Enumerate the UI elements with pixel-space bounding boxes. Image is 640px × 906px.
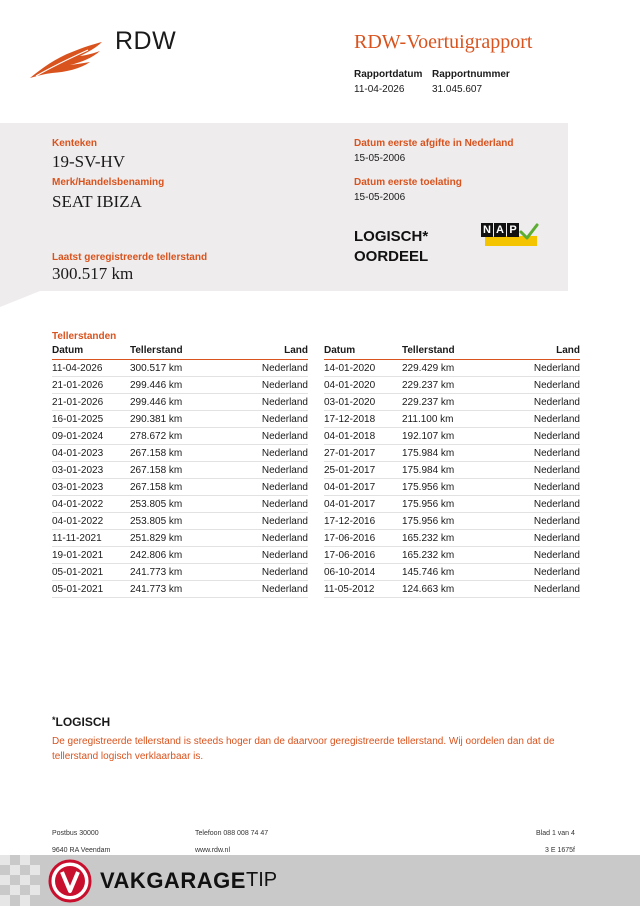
table-row	[324, 462, 580, 479]
table-row	[52, 513, 308, 530]
oordeel-line-2: OORDEEL	[354, 248, 429, 265]
cell-land: Nederland	[502, 496, 580, 513]
cell-land: Nederland	[502, 547, 580, 564]
checkmark-icon	[519, 223, 539, 241]
footer-telefoon: Telefoon 088 008 74 47	[195, 830, 269, 837]
cell-tellerstand: 299.446 km	[130, 394, 230, 411]
cell-land: Nederland	[502, 394, 580, 411]
cell-tellerstand: 229.429 km	[402, 360, 502, 377]
tellerstand-value: 300.517 km	[52, 264, 134, 283]
toelating-value: 15-05-2006	[354, 192, 406, 203]
cell-datum: 11-05-2012	[324, 581, 402, 598]
table-header-row	[52, 344, 308, 360]
table-row	[324, 530, 580, 547]
cell-datum: 03-01-2023	[52, 462, 130, 479]
rdw-logo-text: RDW	[115, 27, 177, 55]
cell-land: Nederland	[230, 428, 308, 445]
cell-tellerstand: 175.984 km	[402, 462, 502, 479]
table-row	[52, 394, 308, 411]
readings-table-right	[324, 344, 580, 598]
footer-address: 9640 RA Veendam	[52, 847, 111, 854]
cell-datum: 03-01-2023	[52, 479, 130, 496]
oordeel-result	[354, 227, 428, 267]
cell-land: Nederland	[230, 394, 308, 411]
nap-badge	[481, 223, 539, 247]
nap-letter-p: P	[507, 223, 519, 237]
cell-datum: 19-01-2021	[52, 547, 130, 564]
cell-tellerstand: 242.806 km	[130, 547, 230, 564]
cell-land: Nederland	[502, 360, 580, 377]
note-title: LOGISCH	[55, 715, 111, 729]
cell-land: Nederland	[230, 581, 308, 598]
cell-land: Nederland	[230, 445, 308, 462]
table-row	[52, 496, 308, 513]
col-tellerstand: Tellerstand	[402, 344, 502, 360]
cell-datum: 11-11-2021	[52, 530, 130, 547]
vakgarage-tip: TIP	[246, 869, 278, 891]
cell-datum: 21-01-2026	[52, 394, 130, 411]
table-row	[324, 479, 580, 496]
footer-page: Blad 1 van 4	[536, 830, 575, 837]
table-row	[52, 428, 308, 445]
cell-tellerstand: 267.158 km	[130, 462, 230, 479]
table-row	[52, 547, 308, 564]
oordeel-line-1: LOGISCH*	[354, 228, 429, 245]
cell-datum: 04-01-2017	[324, 496, 402, 513]
checker-pattern	[0, 855, 40, 906]
tellerstand-label: Laatst geregistreerde tellerstand	[52, 252, 208, 263]
col-datum: Datum	[52, 344, 130, 360]
cell-tellerstand: 192.107 km	[402, 428, 502, 445]
cell-land: Nederland	[230, 530, 308, 547]
cell-tellerstand: 278.672 km	[130, 428, 230, 445]
table-row	[52, 411, 308, 428]
toelating-label: Datum eerste toelating	[354, 177, 462, 188]
table-row	[324, 513, 580, 530]
cell-land: Nederland	[230, 462, 308, 479]
footer-website: www.rdw.nl	[195, 847, 231, 854]
cell-datum: 16-01-2025	[52, 411, 130, 428]
cell-datum: 04-01-2022	[52, 496, 130, 513]
cell-land: Nederland	[502, 564, 580, 581]
vakgarage-logo-icon	[48, 859, 92, 903]
cell-tellerstand: 299.446 km	[130, 377, 230, 394]
cell-land: Nederland	[502, 445, 580, 462]
col-tellerstand: Tellerstand	[130, 344, 230, 360]
note-star: *	[52, 715, 56, 725]
cell-datum: 05-01-2021	[52, 581, 130, 598]
cell-land: Nederland	[502, 428, 580, 445]
afgifte-value: 15-05-2006	[354, 153, 406, 164]
cell-land: Nederland	[230, 360, 308, 377]
table-row	[324, 411, 580, 428]
col-land: Land	[502, 344, 580, 360]
table-row	[324, 428, 580, 445]
cell-land: Nederland	[502, 462, 580, 479]
cell-tellerstand: 211.100 km	[402, 411, 502, 428]
kenteken-value: 19-SV-HV	[52, 152, 126, 171]
report-title: RDW-Voertuigrapport	[354, 31, 533, 53]
table-row	[52, 462, 308, 479]
cell-tellerstand: 290.381 km	[130, 411, 230, 428]
table-row	[52, 530, 308, 547]
cell-datum: 17-12-2018	[324, 411, 402, 428]
table-row	[52, 479, 308, 496]
cell-land: Nederland	[502, 411, 580, 428]
note-heading	[52, 715, 110, 729]
table-row	[52, 581, 308, 598]
cell-tellerstand: 241.773 km	[130, 581, 230, 598]
cell-tellerstand: 229.237 km	[402, 377, 502, 394]
cell-datum: 03-01-2020	[324, 394, 402, 411]
cell-tellerstand: 267.158 km	[130, 445, 230, 462]
table-header-row	[324, 344, 580, 360]
table-row	[324, 581, 580, 598]
cell-datum: 04-01-2023	[52, 445, 130, 462]
vakgarage-brand: VAKGARAGE	[100, 868, 246, 893]
footer-code: 3 E 1675f	[545, 847, 575, 854]
cell-tellerstand: 229.237 km	[402, 394, 502, 411]
cell-datum: 17-06-2016	[324, 547, 402, 564]
cell-tellerstand: 165.232 km	[402, 547, 502, 564]
cell-datum: 27-01-2017	[324, 445, 402, 462]
cell-tellerstand: 241.773 km	[130, 564, 230, 581]
cell-datum: 09-01-2024	[52, 428, 130, 445]
cell-land: Nederland	[502, 377, 580, 394]
cell-tellerstand: 251.829 km	[130, 530, 230, 547]
rapportnummer-label: Rapportnummer	[432, 69, 510, 80]
cell-land: Nederland	[230, 513, 308, 530]
table-row	[324, 547, 580, 564]
table-row	[324, 394, 580, 411]
cell-datum: 25-01-2017	[324, 462, 402, 479]
cell-tellerstand: 145.746 km	[402, 564, 502, 581]
merk-value: SEAT IBIZA	[52, 192, 142, 211]
cell-datum: 05-01-2021	[52, 564, 130, 581]
col-datum: Datum	[324, 344, 402, 360]
cell-land: Nederland	[230, 479, 308, 496]
cell-datum: 04-01-2018	[324, 428, 402, 445]
table-row	[324, 360, 580, 377]
cell-land: Nederland	[230, 547, 308, 564]
readings-table-left	[52, 344, 308, 598]
cell-datum: 14-01-2020	[324, 360, 402, 377]
rapportdatum-label: Rapportdatum	[354, 69, 423, 80]
cell-land: Nederland	[502, 581, 580, 598]
cell-land: Nederland	[502, 530, 580, 547]
cell-datum: 17-06-2016	[324, 530, 402, 547]
cell-land: Nederland	[230, 411, 308, 428]
merk-label: Merk/Handelsbenaming	[52, 177, 165, 188]
cell-land: Nederland	[230, 496, 308, 513]
cell-land: Nederland	[502, 513, 580, 530]
table-row	[324, 496, 580, 513]
cell-tellerstand: 124.663 km	[402, 581, 502, 598]
cell-tellerstand: 175.956 km	[402, 496, 502, 513]
table-row	[52, 360, 308, 377]
cell-datum: 11-04-2026	[52, 360, 130, 377]
table-row	[52, 377, 308, 394]
table-row	[324, 445, 580, 462]
rapportdatum-value: 11-04-2026	[354, 84, 405, 95]
cell-land: Nederland	[502, 479, 580, 496]
afgifte-label: Datum eerste afgifte in Nederland	[354, 138, 514, 149]
nap-letter-a: A	[494, 223, 506, 237]
col-land: Land	[230, 344, 308, 360]
cell-tellerstand: 165.232 km	[402, 530, 502, 547]
note-text: De geregistreerde tellerstand is steeds hoger dan de daarvoor geregistreerde tellerstand. Wij oordelen dan dat de tellerstand logisch verklaarbaar is.	[52, 736, 555, 762]
cell-land: Nederland	[230, 377, 308, 394]
cell-datum: 21-01-2026	[52, 377, 130, 394]
kenteken-label: Kenteken	[52, 138, 98, 149]
cell-datum: 04-01-2022	[52, 513, 130, 530]
table-row	[52, 564, 308, 581]
tellerstanden-title: Tellerstanden	[52, 331, 117, 342]
nap-letter-n: N	[481, 223, 493, 237]
cell-tellerstand: 267.158 km	[130, 479, 230, 496]
cell-tellerstand: 175.956 km	[402, 479, 502, 496]
cell-tellerstand: 300.517 km	[130, 360, 230, 377]
cell-tellerstand: 175.956 km	[402, 513, 502, 530]
table-row	[324, 377, 580, 394]
rapportnummer-value: 31.045.607	[432, 84, 483, 95]
cell-datum: 06-10-2014	[324, 564, 402, 581]
cell-tellerstand: 253.805 km	[130, 513, 230, 530]
cell-datum: 17-12-2016	[324, 513, 402, 530]
cell-datum: 04-01-2017	[324, 479, 402, 496]
cell-tellerstand: 253.805 km	[130, 496, 230, 513]
cell-datum: 04-01-2020	[324, 377, 402, 394]
footer-postbus: Postbus 30000	[52, 830, 99, 837]
rdw-logo-icon	[28, 38, 106, 82]
panel-corner-cut	[0, 291, 40, 307]
cell-tellerstand: 175.984 km	[402, 445, 502, 462]
table-row	[324, 564, 580, 581]
table-row	[52, 445, 308, 462]
vakgarage-banner	[0, 855, 640, 906]
cell-land: Nederland	[230, 564, 308, 581]
